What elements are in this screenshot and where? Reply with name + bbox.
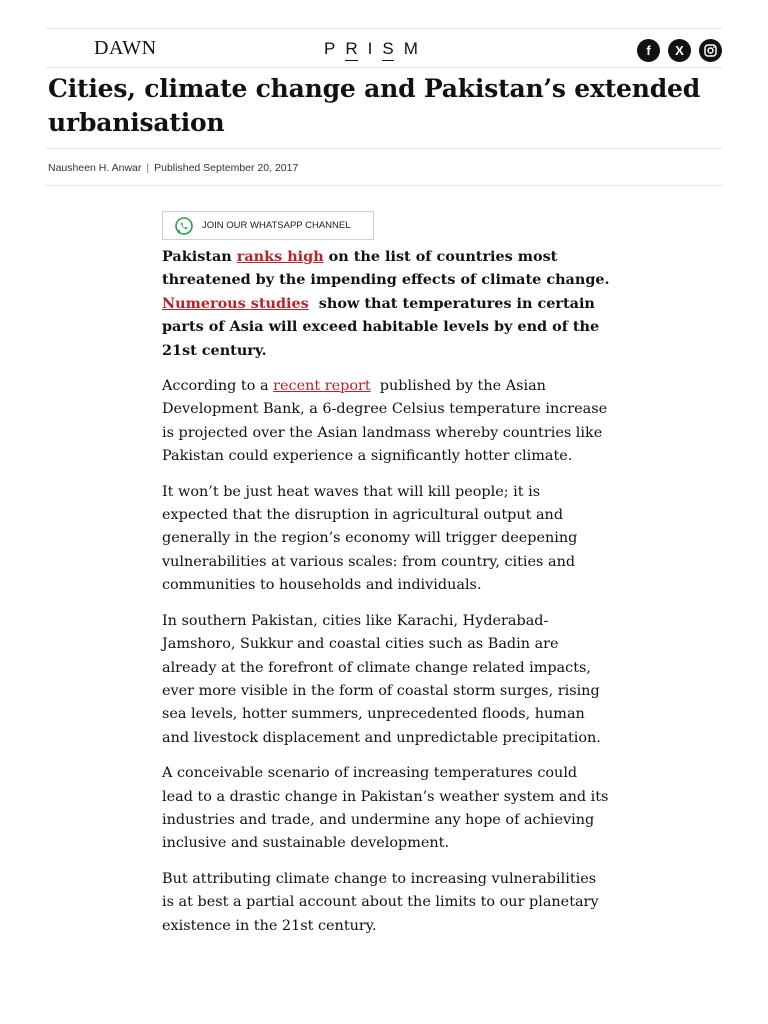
- prism-letter: R: [345, 39, 357, 61]
- whatsapp-icon: [174, 216, 194, 236]
- byline: [48, 162, 298, 174]
- article-title: Cities, climate change and Pakistan’s extended urbanisation: [48, 74, 701, 137]
- lede-text: show that temperatures in certain parts of Asia will exceed habitable levels by end of the 21st century.: [162, 294, 605, 359]
- article-paragraph: In southern Pakistan, cities like Karachi, Hyderabad-Jamshoro, Sukkur and coastal cities such as Badin are already at the forefront of climate change related impacts, ever more visible in the form of coastal storm surges, rising sea levels, hotter summers, unprecedented floods, human and livestock displacement and unpredictable precipitation.: [162, 612, 601, 746]
- x-twitter-icon[interactable]: X: [668, 39, 691, 62]
- facebook-icon[interactable]: f: [637, 39, 660, 62]
- paragraph-text: According to a: [162, 378, 274, 395]
- prism-logo[interactable]: [324, 39, 418, 61]
- whatsapp-label: JOIN OUR WHATSAPP CHANNEL: [202, 220, 351, 231]
- article-paragraph: [162, 375, 610, 469]
- article-paragraph: It won’t be just heat waves that will kill people; it is expected that the disruption in agricultural output and generally in the region’s economy will trigger deepening vulnerabilities at various scales: from country, cities and communities to households and individuals.: [162, 483, 578, 594]
- byline-row: [46, 148, 722, 186]
- site-header: [46, 28, 722, 68]
- article-paragraph: A conceivable scenario of increasing temperatures could lead to a drastic change in Pakistan’s weather system and its industries and trade, and undermine any hope of achieving inclusive and sustainable development.: [162, 765, 609, 852]
- prism-letter: S: [382, 39, 393, 61]
- dawn-logo[interactable]: DAWN: [94, 37, 157, 59]
- social-links: [637, 39, 722, 62]
- article-paragraph: But attributing climate change to increasing vulnerabilities is at best a partial account about the limits to our planetary existence in the 21st century.: [162, 870, 599, 934]
- whatsapp-channel-button[interactable]: [162, 211, 374, 240]
- prism-letter: P: [324, 39, 336, 58]
- lede-text: Pakistan: [162, 248, 237, 265]
- prism-letter: I: [367, 39, 373, 58]
- numerous-studies-link[interactable]: Numerous studies: [162, 294, 309, 312]
- article-lede: [162, 245, 610, 362]
- recent-report-link[interactable]: recent report: [273, 378, 371, 395]
- prism-letter: M: [403, 39, 418, 58]
- paragraph-text: published by the Asian Development Bank, a 6-degree Celsius temperature increase is projected over the Asian landmass whereby countries like Pakistan could experience a significantly hotter climate.: [162, 378, 612, 465]
- author-link[interactable]: Nausheen H. Anwar: [48, 162, 142, 174]
- instagram-icon[interactable]: [699, 39, 722, 62]
- publish-date: Published September 20, 2017: [154, 162, 299, 174]
- article-body: [162, 245, 610, 950]
- ranks-high-link[interactable]: ranks high: [236, 248, 324, 265]
- byline-separator: |: [146, 162, 150, 174]
- lede-text: on the list of countries most threatened by the impending effects of climate change.: [162, 248, 610, 289]
